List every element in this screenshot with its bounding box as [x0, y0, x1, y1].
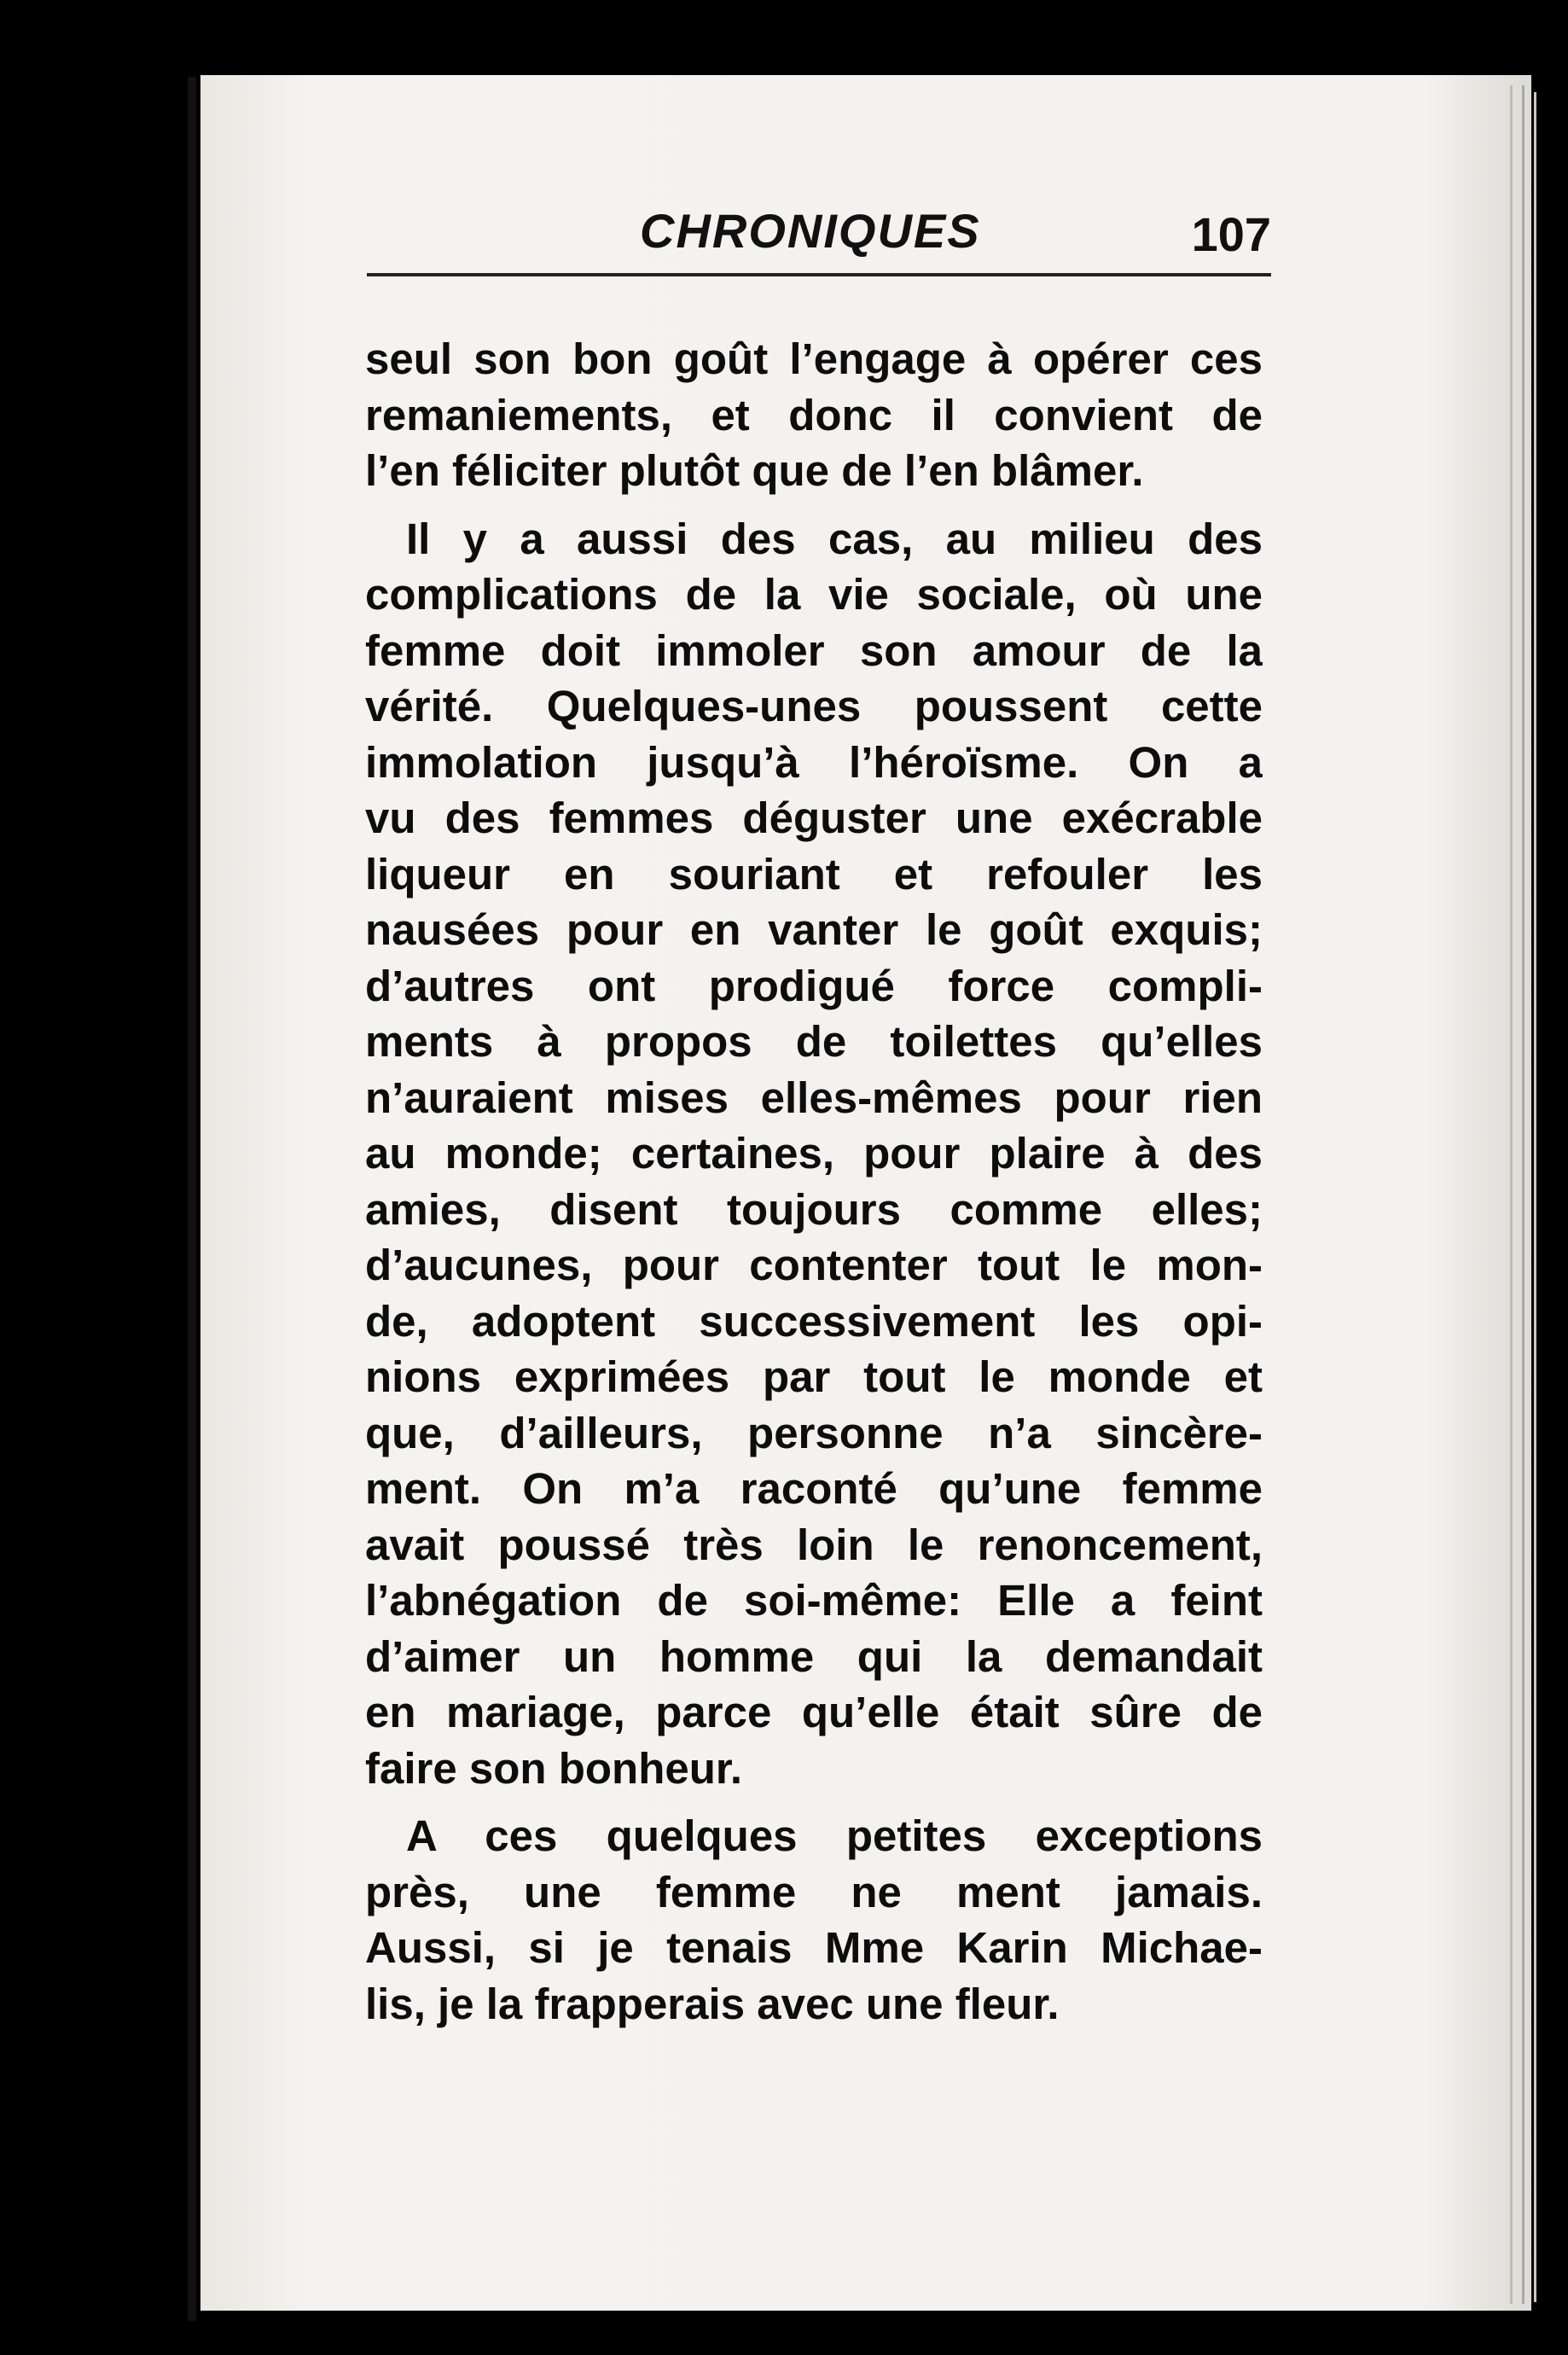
- text-line: faire son bonheur.: [365, 1743, 743, 1793]
- page-stack-edge: [1534, 92, 1536, 2302]
- text-line: avait poussé très loin le renoncement,: [365, 1520, 1263, 1569]
- paragraph: [365, 331, 1263, 499]
- text-line: vu des femmes déguster une exécrable: [365, 794, 1263, 842]
- text-line: ments à propos de toilettes qu’elles: [365, 1017, 1263, 1066]
- text-line: Aussi, si je tenais Mme Karin Michae-: [365, 1923, 1263, 1972]
- text-line: liqueur en souriant et refouler les: [365, 849, 1263, 898]
- page-number: 107: [1191, 207, 1271, 261]
- text-line: vérité. Quelques-unes poussent cette: [365, 682, 1263, 730]
- text-line: n’auraient mises elles-mêmes pour rien: [365, 1073, 1263, 1122]
- text-line: ment. On m’a raconté qu’une femme: [365, 1464, 1263, 1513]
- text-line: d’aimer un homme qui la demandait: [365, 1631, 1263, 1681]
- text-line: de, adoptent successivement les opi-: [365, 1296, 1263, 1346]
- text-line: au monde; certaines, pour plaire à des: [365, 1129, 1263, 1178]
- paragraph-gap: [365, 1796, 1263, 1808]
- body-text: [365, 331, 1263, 2032]
- text-line: seul son bon goût l’engage à opérer ces: [365, 334, 1263, 383]
- running-title: CHRONIQUES: [640, 204, 981, 258]
- text-line: l’en féliciter plutôt que de l’en blâmer.: [365, 446, 1144, 495]
- text-line: amies, disent toujours comme elles;: [365, 1184, 1263, 1234]
- text-line: A ces quelques petites exceptions: [406, 1811, 1263, 1860]
- paragraph: [365, 1808, 1263, 2032]
- text-line: nions exprimées par tout le monde et: [365, 1352, 1263, 1401]
- text-line: que, d’ailleurs, personne n’a sincère-: [365, 1408, 1263, 1457]
- text-line: Il y a aussi des cas, au milieu des: [406, 514, 1263, 563]
- text-line: d’autres ont prodigué force compli-: [365, 961, 1263, 1010]
- page-stack-edge: [1522, 85, 1524, 2304]
- text-line: remaniements, et donc il convient de: [365, 390, 1263, 439]
- text-line: lis, je la frapperais avec une fleur.: [365, 1979, 1060, 2028]
- text-line: près, une femme ne ment jamais.: [365, 1867, 1263, 1916]
- text-line: nausées pour en vanter le goût exquis;: [365, 905, 1263, 954]
- text-line: d’aucunes, pour contenter tout le mon-: [365, 1241, 1263, 1289]
- page-binding-edge: [188, 77, 196, 2321]
- text-line: en mariage, parce qu’elle était sûre de: [365, 1688, 1263, 1736]
- running-header: [367, 203, 1271, 271]
- text-line: l’abnégation de soi-même: Elle a feint: [365, 1576, 1263, 1625]
- text-line: femme doit immoler son amour de la: [365, 625, 1263, 675]
- header-rule: [367, 273, 1271, 276]
- paragraph-gap: [365, 499, 1263, 511]
- text-line: immolation jusqu’à l’héroïsme. On a: [365, 737, 1263, 787]
- page-stack-edge: [1510, 85, 1513, 2304]
- paragraph: [365, 511, 1263, 1797]
- text-line: complications de la vie sociale, où une: [365, 570, 1263, 619]
